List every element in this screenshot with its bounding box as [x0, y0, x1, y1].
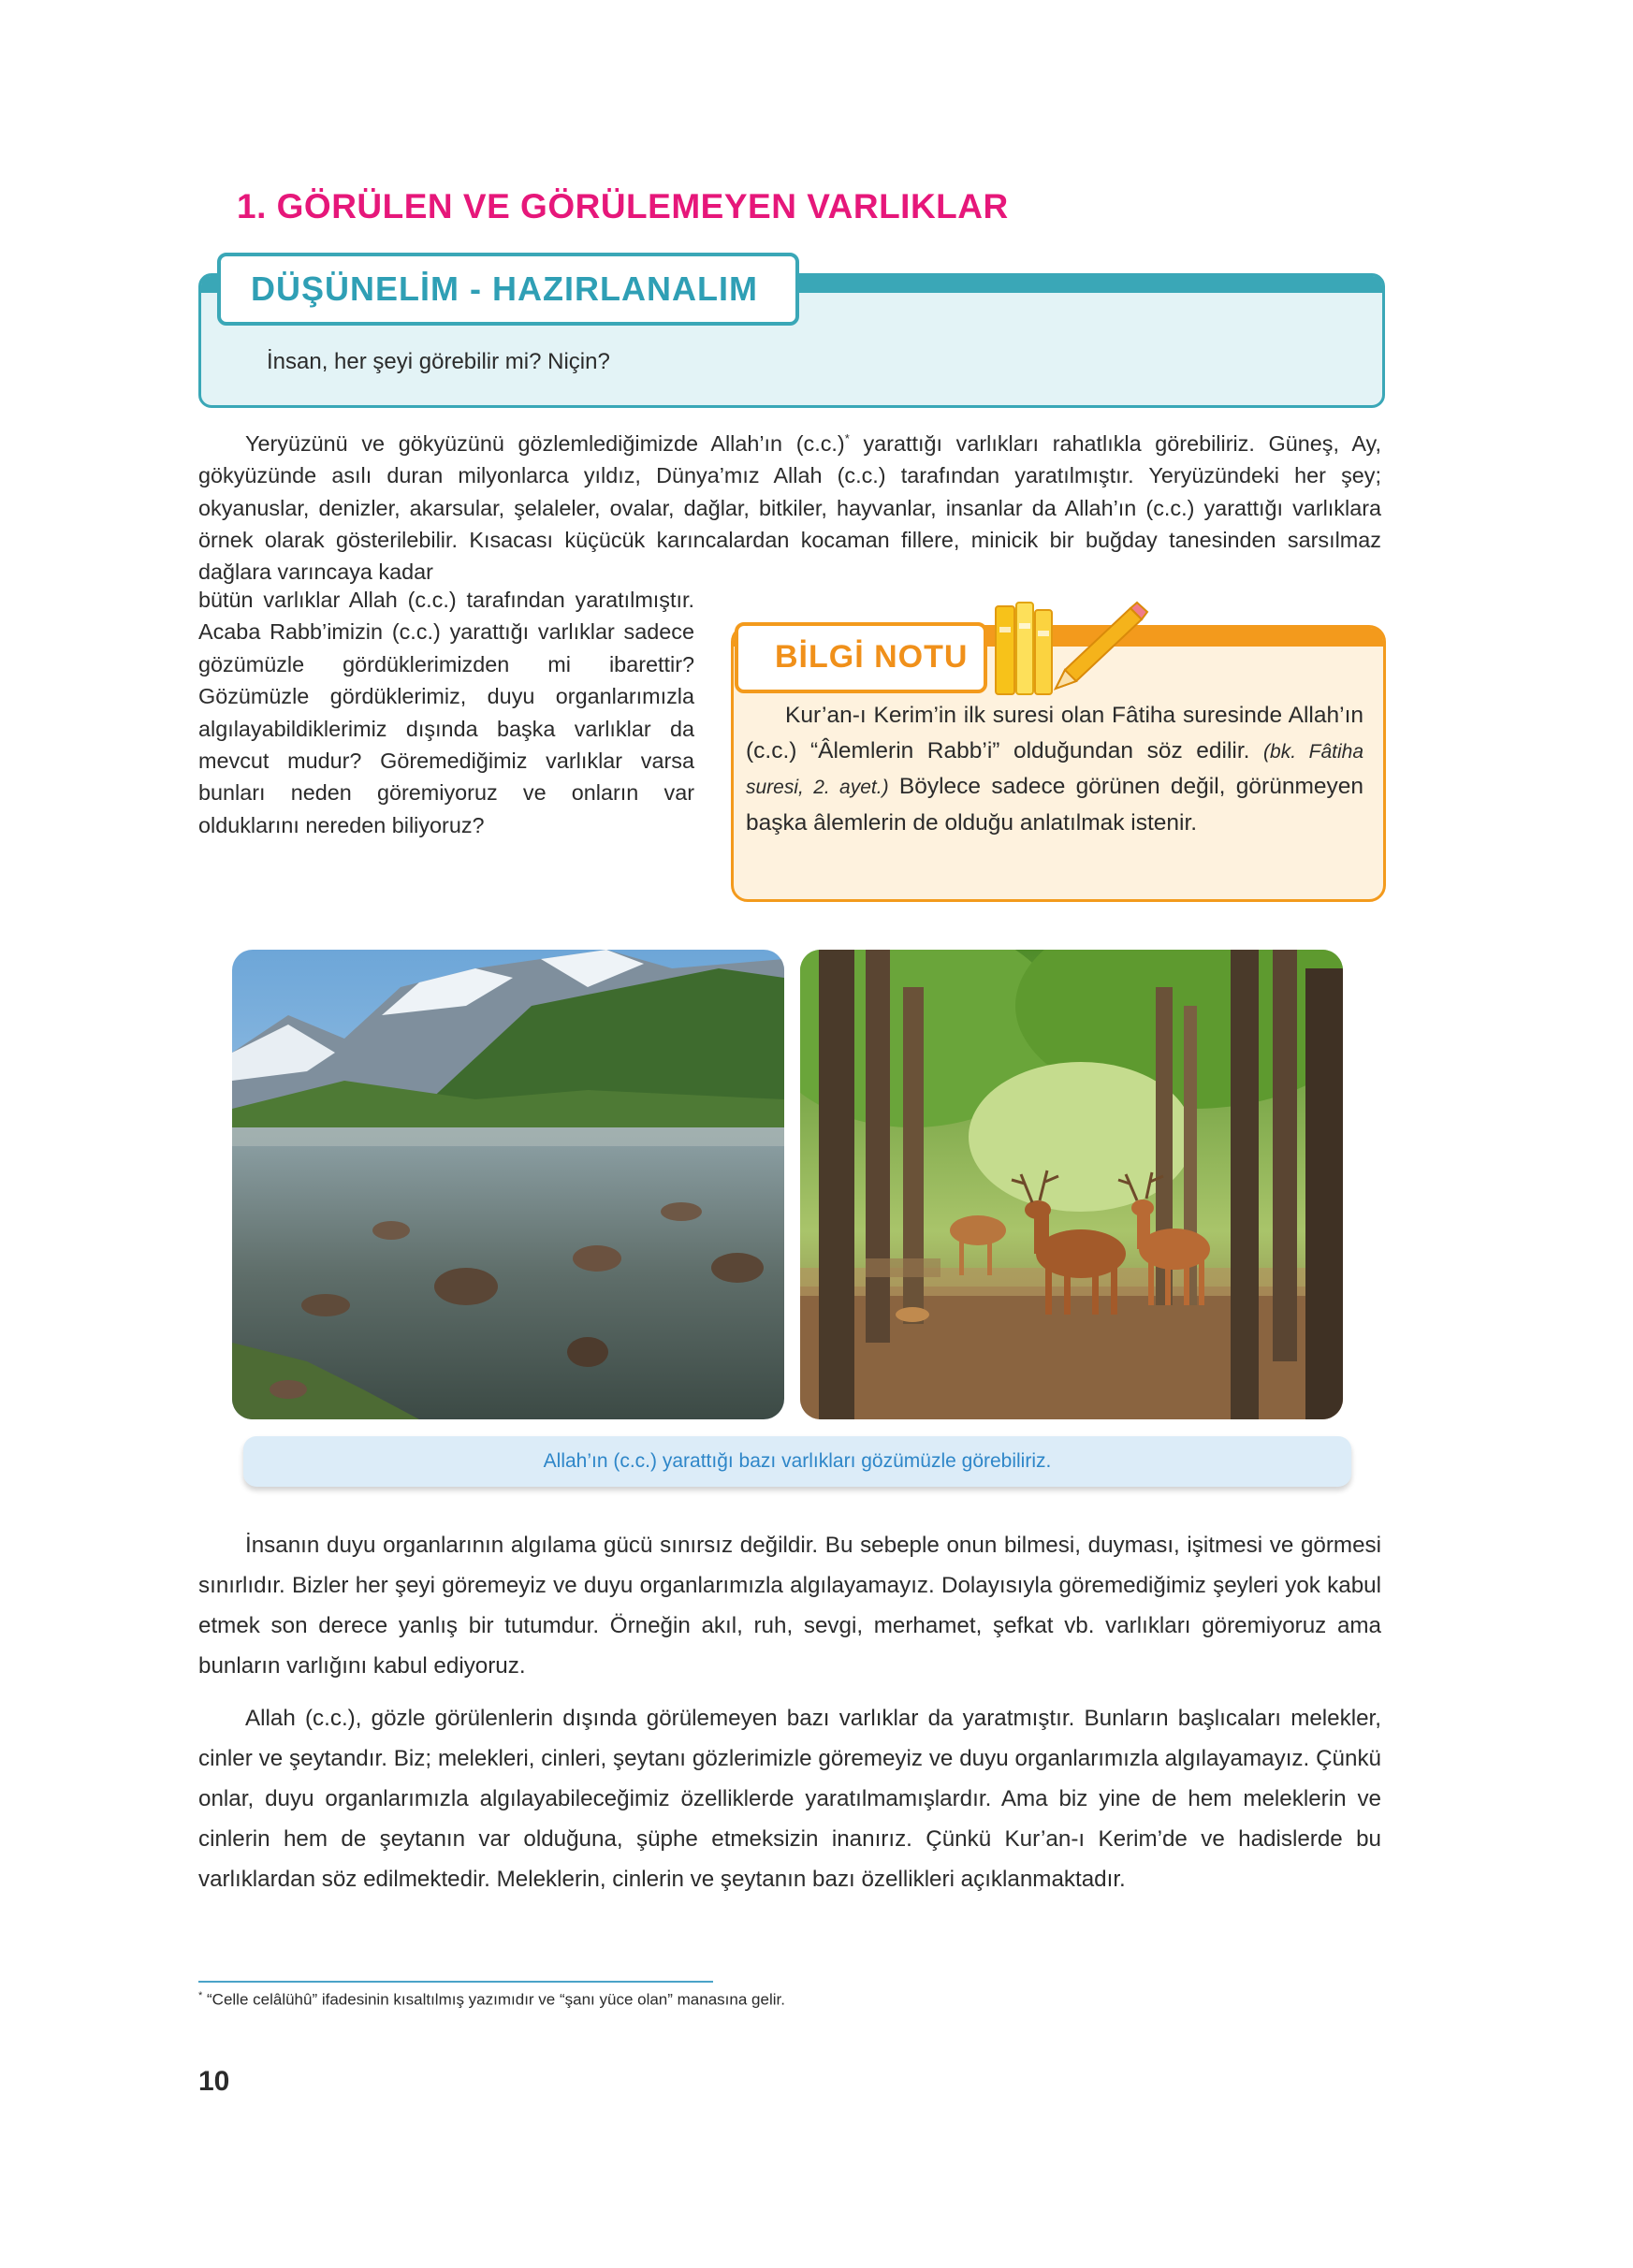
body-paragraph-1: İnsanın duyu organlarının algılama gücü sınırsız değildir. Bu sebeple onun bilmesi, duyması, işitmesi ve görmesi sınırlıdır. Bizler her şeyi göremeyiz ve duyu organlarımızla algılayamayız. Dolayısıyla göremediğimiz şeyleri yok kabul etmek son derece yanlış bir tutumdur. Örneğin akıl, ruh, sevgi, merhamet, şefkat vb. varlıkları göremiyoruz ama bunların varlığını kabul ediyoruz.	[198, 1533, 1381, 1679]
image-caption: Allah’ın (c.c.) yarattığı bazı varlıkları gözümüzle görebiliriz.	[543, 1450, 1052, 1472]
mountain-lake-photo	[232, 950, 784, 1419]
footnote-divider	[198, 1981, 713, 1983]
footnote-text: “Celle celâlühû” ifadesinin kısaltılmış yazımıdır ve “şanı yüce olan” manasına gelir.	[202, 1990, 785, 2009]
intro-paragraph-continued: bütün varlıklar Allah (c.c.) tarafından yaratılmıştır. Acaba Rabb’imizin (c.c.) yarattığı varlıklar sadece gözümüzle gördüklerimizden mi ibarettir? Gözümüzle gördüklerimiz, duyu organlarımızla algılayabildiklerimiz dışında başka varlıklar da mevcut mudur? Göremediğimiz varlıklar varsa bunları neden göremiyoruz ve onların var olduklarını nereden biliyoruz?	[198, 588, 694, 837]
intro-part2: yarattığı varlıkları rahatlıkla görebiliriz. Güneş, Ay, gökyüzünde asılı duran milyonlarca yıldız, Dünya’mız Allah (c.c.) tarafından yaratılmıştır. Yeryüzündeki her şey; okyanuslar, denizler, akarsular, şelaleler, ovalar, dağlar, bitkiler, hayvanlar, insanlar da Allah’ın (c.c.) yarattığı varlıklara örnek olarak gösterilebilir. Kısacası küçücük karıncalardan kocaman fillere, minicik bir buğday tanesinden sarsılmaz dağlara varıncaya kadar	[198, 430, 1381, 585]
info-note-label: BİLGİ NOTU	[775, 639, 969, 675]
think-box-label: DÜŞÜNELİM - HAZIRLANALIM	[251, 269, 758, 308]
info-note-text-after: Böylece sadece görünen değil, görünmeyen başka âlemlerin de olduğu anlatılmak istenir.	[746, 774, 1363, 836]
intro-part1: Yeryüzünü ve gökyüzünü gözlemlediğimizde Allah’ın (c.c.)	[245, 430, 845, 456]
forest-deer-photo	[800, 950, 1343, 1419]
page-number: 10	[198, 2066, 230, 2097]
info-note-reference: (bk. Fâtiha suresi, 2. ayet.)	[746, 740, 1363, 798]
books-pencil-icon	[990, 599, 1149, 702]
intro-paragraph	[198, 423, 1381, 589]
footnote-mark: *	[198, 1990, 203, 2001]
footnote	[198, 1990, 785, 2010]
body-paragraph-2: Allah (c.c.), gözle görülenlerin dışında görülemeyen bazı varlıklar da yaratmıştır. Bunların başlıcaları melekler, cinler ve şeytandır. Biz; melekleri, cinleri, şeytanı gözlerimizle göremeyiz ve duyu organlarımızla algılayamayız. Çünkü onlar, duyu organlarımızla algılayabileceğimiz özelliklerde yaratılmamışlardır. Ama biz yine de hem meleklerin ve cinlerin hem de şeytanın var olduğuna, şüphe etmeksizin inanırız. Çünkü Kur’an-ı Kerim’de ve hadislerde bu varlıklardan söz edilmektedir. Meleklerin, cinlerin ve şeytanın bazı özellikleri açıklanmaktadır.	[198, 1706, 1381, 1892]
footnote-reference: *	[844, 431, 850, 445]
info-note-text	[746, 698, 1363, 840]
section-title: 1. GÖRÜLEN VE GÖRÜLEMEYEN VARLIKLAR	[237, 187, 1009, 225]
info-note-main-text: Kur’an-ı Kerim’in ilk suresi olan Fâtiha suresinde Allah’ın (c.c.) “Âlemlerin Rabb’i” olduğundan söz edilir.	[746, 703, 1363, 763]
think-question: İnsan, her şeyi görebilir mi? Niçin?	[267, 349, 610, 374]
